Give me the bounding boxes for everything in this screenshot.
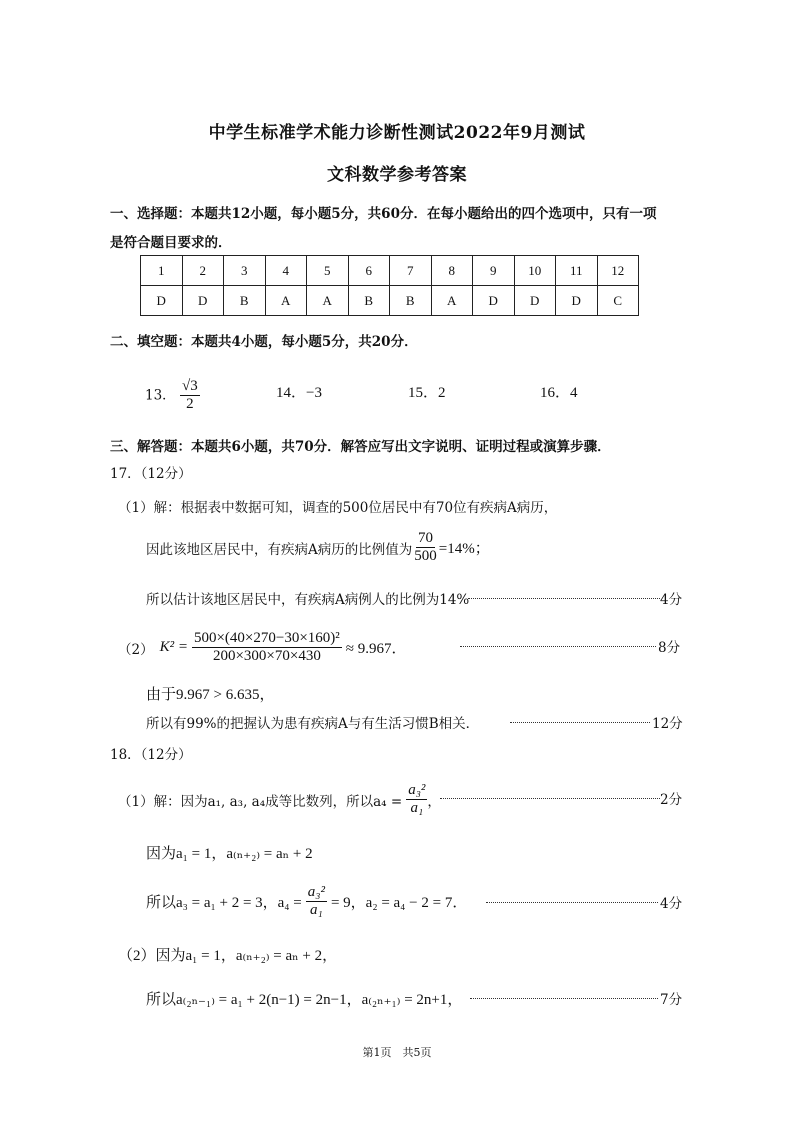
score-mark: 2分 (660, 792, 683, 808)
table-cell: D (556, 286, 598, 316)
table-cell: A (265, 286, 307, 316)
dotted-leader (510, 722, 650, 723)
score-mark: 12分 (652, 716, 683, 732)
q18-p3-numerator: a₃² (306, 884, 327, 902)
table-cell: 3 (224, 256, 266, 286)
section-3-heading: 三、解答题：本题共6小题，共70分．解答应写出文字说明、证明过程或演算步骤． (110, 439, 611, 455)
table-cell: C (597, 286, 639, 316)
q17-header: 17．（12分） (110, 466, 192, 482)
q18-p3-denominator: a₁ (310, 902, 323, 919)
q18-p1-numerator: a₃² (406, 782, 427, 800)
table-cell: B (224, 286, 266, 316)
q17-part2-formula (118, 630, 407, 666)
table-cell: 7 (390, 256, 432, 286)
q18-part1-line1 (118, 782, 441, 818)
q17-ratio-result: =14%； (438, 541, 490, 558)
q17-k-result: ≈ 9.967． (345, 641, 407, 658)
fill-q13-numerator: √3 (180, 378, 200, 396)
q17-part1-line2 (146, 530, 490, 566)
table-cell: 12 (597, 256, 639, 286)
q18-p1-text: （1）解：因为a₁, a₃, a₄成等比数列，所以a₄ = (118, 793, 403, 810)
table-cell: 8 (431, 256, 473, 286)
page-footer: 第1页 共5页 (362, 1046, 432, 1059)
score-mark: 8分 (658, 640, 681, 656)
q18-header: 18．（12分） (110, 747, 192, 763)
q18-p1-comma: ， (427, 793, 441, 810)
dotted-leader (460, 646, 656, 647)
table-cell: 11 (556, 256, 598, 286)
table-cell: 10 (514, 256, 556, 286)
table-cell: B (348, 286, 390, 316)
page-title: 中学生标准学术能力诊断性测试2022年9月测试 (208, 123, 586, 143)
fill-q13-fraction (180, 378, 200, 414)
q18-p1-fraction (406, 782, 427, 818)
q17-part2-label: （2） (118, 641, 154, 658)
table-cell: A (307, 286, 349, 316)
q17-conclusion: 所以有99%的把握认为患有疾病A与有生活习惯B相关． (146, 716, 480, 732)
fill-q15: 15．2 (408, 385, 446, 401)
q17-k-fraction (192, 630, 342, 666)
fill-q16: 16．4 (540, 385, 578, 401)
table-cell: 5 (307, 256, 349, 286)
table-cell: 4 (265, 256, 307, 286)
table-cell: D (473, 286, 515, 316)
q18-part2-given: （2）因为a₁ = 1，a₍ₙ₊₂₎ = aₙ + 2， (118, 948, 338, 964)
q18-given: 因为a₁ = 1，a₍ₙ₊₂₎ = aₙ + 2 (146, 846, 313, 862)
section-1-heading-cont: 是符合题目要求的． (110, 235, 232, 251)
fill-q13 (145, 378, 200, 414)
q17-k-squared: K² = (159, 639, 188, 656)
table-cell: A (431, 286, 473, 316)
dotted-leader (486, 902, 658, 903)
q18-part2-derivation: 所以a₍₂ₙ₋₁₎ = a₁ + 2(n−1) = 2n−1，a₍₂ₙ₊₁₎ = 2n+1， (146, 992, 463, 1008)
fill-q14: 14．−3 (276, 385, 322, 401)
score-mark: 7分 (660, 992, 683, 1008)
table-cell: D (514, 286, 556, 316)
q18-part1-line3 (146, 884, 467, 920)
table-cell: 9 (473, 256, 515, 286)
q18-p3-result: = 9，a₂ = a₄ − 2 = 7． (330, 895, 468, 912)
page-subtitle: 文科数学参考答案 (327, 165, 467, 185)
score-mark: 4分 (660, 592, 683, 608)
q17-part1-conclusion: 所以估计该地区居民中，有疾病A病例人的比例为14% (146, 592, 470, 608)
dotted-leader (468, 598, 660, 599)
table-cell: D (182, 286, 224, 316)
q17-ratio-numerator: 70 (416, 530, 435, 548)
q17-ratio-fraction (412, 530, 439, 566)
q18-p1-denominator: a₁ (410, 800, 424, 817)
dotted-leader (440, 798, 660, 799)
q17-ratio-text: 因此该地区居民中，有疾病A病历的比例值为 (146, 541, 413, 558)
q17-part1-line1: （1）解：根据表中数据可知，调查的500位居民中有70位有疾病A病历， (118, 500, 558, 516)
q18-p3-text: 所以a₃ = a₁ + 2 = 3，a₄ = (146, 895, 302, 912)
table-cell: 6 (348, 256, 390, 286)
answer-table (140, 255, 639, 316)
q17-k-numerator: 500×(40×270−30×160)² (192, 630, 342, 648)
table-cell: B (390, 286, 432, 316)
fill-q13-denominator: 2 (186, 396, 194, 413)
table-cell: 1 (141, 256, 183, 286)
q17-comparison: 由于9.967 > 6.635， (146, 687, 275, 703)
q17-k-denominator: 200×300×70×430 (212, 648, 321, 665)
dotted-leader (470, 998, 658, 999)
fill-q13-label: 13． (145, 387, 176, 404)
table-cell: D (141, 286, 183, 316)
section-1-heading: 一、选择题：本题共12小题，每小题5分，共60分．在每小题给出的四个选项中，只有一项 (110, 206, 657, 222)
q18-p3-fraction (306, 884, 327, 920)
score-mark: 4分 (660, 896, 683, 912)
answer-table-answers-row (141, 286, 639, 316)
answer-table-numbers-row (141, 256, 639, 286)
q17-ratio-denominator: 500 (414, 548, 437, 565)
section-2-heading: 二、填空题：本题共4小题，每小题5分，共20分． (110, 334, 418, 350)
table-cell: 2 (182, 256, 224, 286)
